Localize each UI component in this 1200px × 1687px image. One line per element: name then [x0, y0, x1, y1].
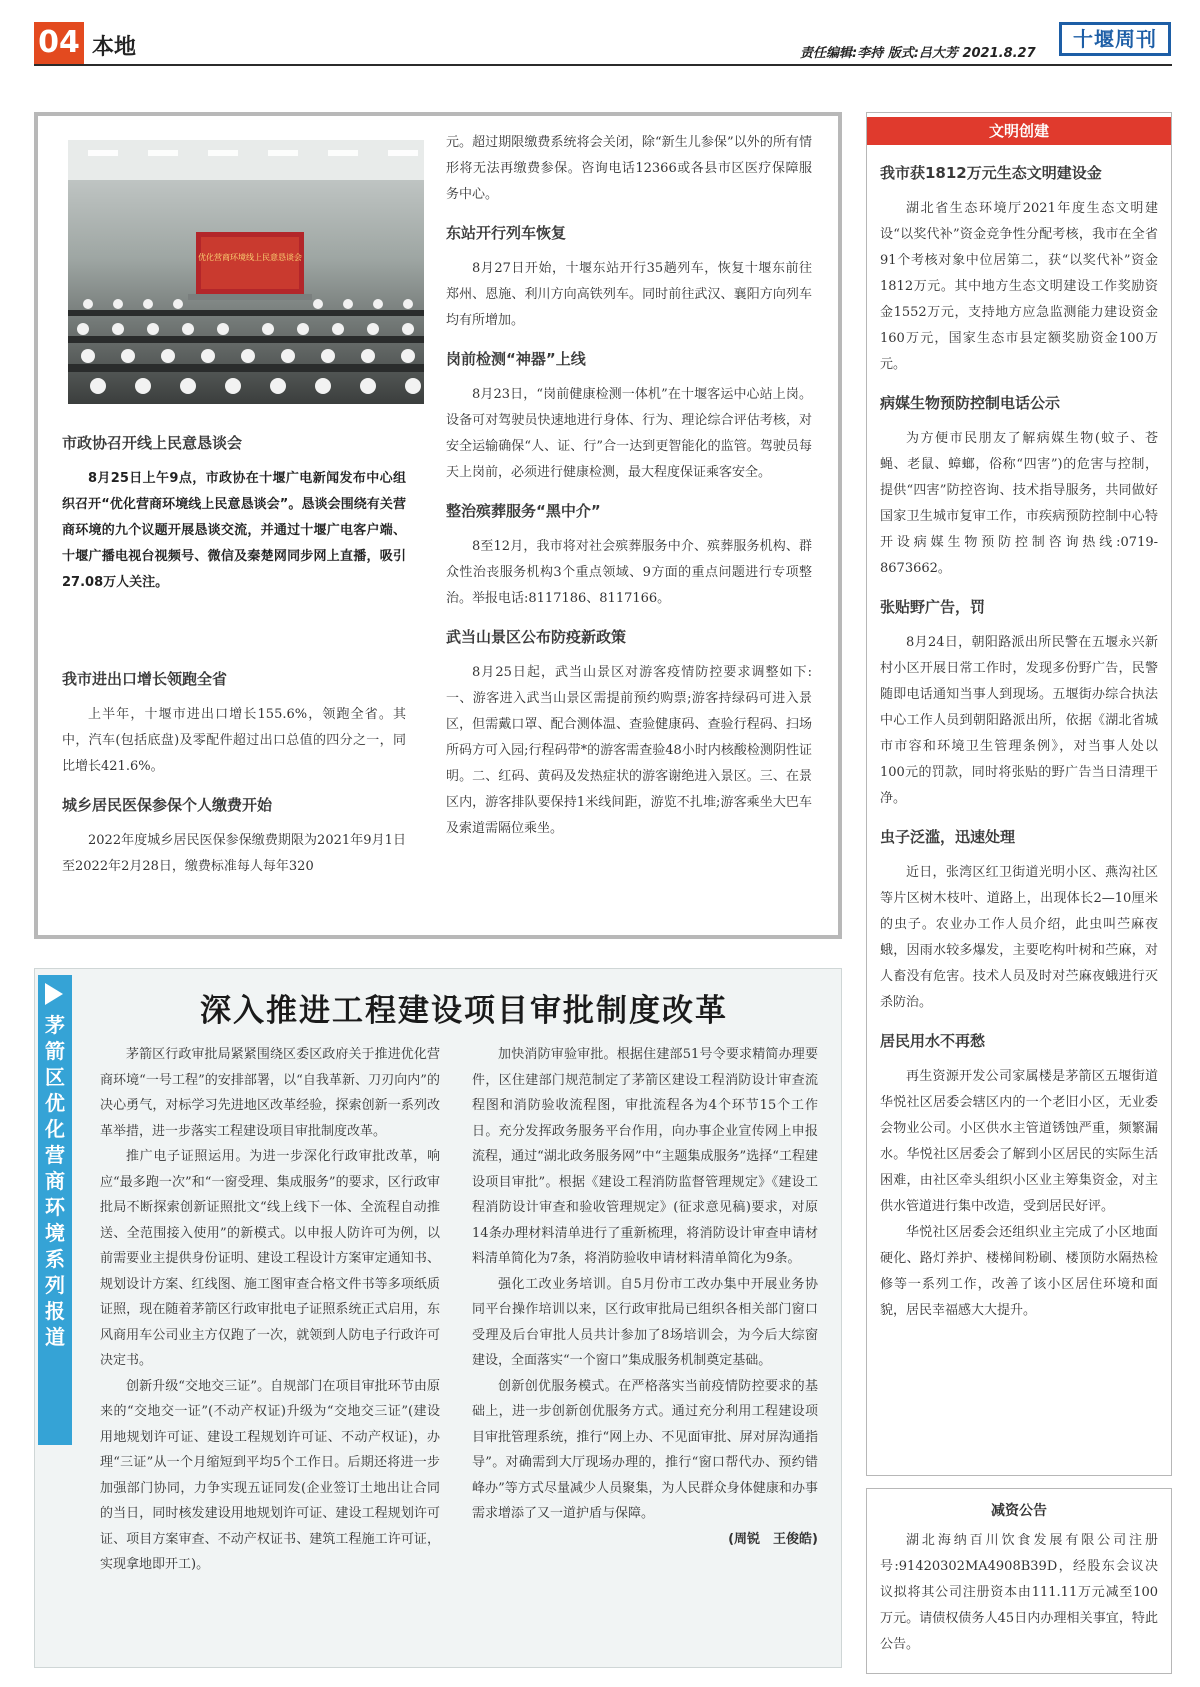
newspaper-brand: 十堰周刊	[1059, 22, 1171, 56]
photo-banner-text: 优化营商环境线上民意恳谈会	[198, 253, 302, 262]
feature-paragraph: 加快消防审验审批。根据住建部51号令要求精简办理要件，区住建部门规范制定了茅箭区建设工程消防设计审查流程图和消防验收流程图，审批流程各为4个环节15个工作日。充分发挥政务服务平台作用，向办事企业宣传网上申报流程，通过“湖北政务服务网”中“主题集成服务”选择“工程建设项目审批”。根据《建设工程消防监督管理规定》《建设工程消防设计审查和验收管理规定》(征求意见稿)要求，对原14条办理材料清单进行了重新梳理，将消防设计审查申请材料清单简化为7条，将消防验收申请材料清单简化为9条。	[472, 1047, 818, 1266]
story-title: 市政协召开线上民意恳谈会	[62, 434, 243, 452]
story-title: 岗前检测“神器”上线	[446, 350, 586, 368]
story-body: 8月23日，“岗前健康检测一体机”在十堰客运中心站上岗。设备可对驾驶员快速地进行身体、行为、理论综合评估考核，对安全运输确保“人、证、行”合一达到更智能化的监管。驾驶员每天上岗前，必须进行健康检测，最大程度保证乘客安全。	[446, 387, 812, 480]
header-rule	[34, 64, 1172, 66]
editor-credits: 责任编辑:李持 版式:吕大芳 2021.8.27	[800, 46, 1036, 61]
feature-paragraph: 创新创优服务模式。在严格落实当前疫情防控要求的基础上，进一步创新创优服务方式。通过充分利用工程建设项目审批管理系统，推行“网上办、不见面审批、屏对屏沟通指导”。对确需到大厅现场办理的，推行“窗口帮代办、预约错峰办”等方式尽量减少人员聚集，为人民群众身体健康和办事需求增添了又一道护盾与保障。	[472, 1378, 818, 1521]
sidebar-story-title: 居民用水不再愁	[880, 1032, 986, 1050]
page-number: 04	[34, 22, 84, 64]
story-body: 2022年度城乡居民医保参保缴费期限为2021年9月1日至2022年2月28日，缴费标准每人每年320	[62, 833, 406, 874]
meeting-photo	[68, 140, 424, 404]
feature-left-column	[100, 1042, 440, 1578]
sidebar-story-title: 我市获1812万元生态文明建设金	[880, 164, 1102, 182]
sidebar-story-body: 湖北省生态环境厅2021年度生态文明建设“以奖代补”资金竞争性分配考核，我市在全省91个考核对象中位居第二，获“以奖代补”资金1812万元。其中地方生态文明建设工作奖励资金1552万元，支持地方应急监测能力建设资金160万元，国家生态市县定额奖励资金100万元。	[880, 201, 1158, 372]
story-title: 整治殡葬服务“黑中介”	[446, 502, 601, 520]
sidebar-story-body: 近日，张湾区红卫街道光明小区、燕沟社区等片区树木枝叶、道路上，出现体长2—10厘米的虫子。农业办工作人员介绍，此虫叫苎麻夜蛾，因雨水较多爆发，主要吃构叶树和苎麻，对人畜没有危害。技术人员及时对苎麻夜蛾进行灭杀防治。	[880, 865, 1158, 1010]
sidebar-bar-title: 文明创建	[867, 117, 1171, 145]
feature-headline: 深入推进工程建设项目审批制度改革	[200, 993, 728, 1029]
notice-column	[880, 1498, 1158, 1658]
sidebar-story-body: 为方便市民朋友了解病媒生物(蚊子、苍蝇、老鼠、蟑螂，俗称“四害”)的危害与控制，提供“四害”防控咨询、技术指导服务，共同做好国家卫生城市复审工作，市疾病预防控制中心特开设病媒生物预防控制咨询热线:0719-8673662。	[880, 431, 1158, 576]
sidebar-story-title: 虫子泛滥，迅速处理	[880, 828, 1016, 846]
sidebar-story-title: 病媒生物预防控制电话公示	[880, 394, 1061, 412]
story-body: 8至12月，我市将对社会殡葬服务中介、殡葬服务机构、群众性治丧服务机构3个重点领域、9方面的重点问题进行专项整治。举报电话:8117186、8117166。	[446, 539, 812, 606]
story-body: 8月27日开始，十堰东站开行35趟列车，恢复十堰东前往郑州、恩施、利川方向高铁列车。同时前往武汉、襄阳方向列车均有所增加。	[446, 261, 812, 328]
feature-byline: (周锐 王俊皓)	[728, 1531, 818, 1547]
notice-body: 湖北海纳百川饮食发展有限公司注册号:91420302MA4908B39D，经股东会议决议拟将其公司注册资本由111.11万元减至100万元。请债权债务人45日内办理相关事宜，特此公告。	[880, 1533, 1158, 1652]
top-right-column	[446, 130, 812, 842]
story-body: 8月25日起，武当山景区对游客疫情防控要求调整如下:一、游客进入武当山景区需提前预约购票;游客持绿码可进入景区，但需戴口罩、配合测体温、查验健康码、查验行程码、扫场所码方可入园;行程码带*的游客需查验48小时内核酸检测阴性证明。二、红码、黄码及发热症状的游客谢绝进入景区。三、在景区内，游客排队要保持1米线间距，游览不扎堆;游客乘坐大巴车及索道需隔位乘坐。	[446, 665, 812, 836]
story-lead: 8月25日上午9点，市政协在十堰广电新闻发布中心组织召开“优化营商环境线上民意恳谈会”。恳谈会围绕有关营商环境的九个议题开展恳谈交流，并通过十堰广电客户端、十堰广播电视台视频号、微信及秦楚网同步网上直播，吸引27.08万人关注。	[62, 471, 406, 590]
top-left-column	[62, 430, 406, 880]
sidebar-story-body: 8月24日，朝阳路派出所民警在五堰永兴新村小区开展日常工作时，发现多份野广告，民警随即电话通知当事人到现场。五堰街办综合执法中心工作人员到朝阳路派出所，依据《湖北省城市市容和环境卫生管理条例》，对当事人处以100元的罚款，同时将张贴的野广告当日清理干净。	[880, 635, 1158, 806]
feature-paragraph: 茅箭区行政审批局紧紧围绕区委区政府关于推进优化营商环境“一号工程”的安排部署，以“自我革新、刀刃向内”的决心勇气，对标学习先进地区改革经验，探索创新一系列改革举措，进一步落实工程建设项目审批制度改革。	[100, 1047, 440, 1139]
feature-right-column	[472, 1042, 818, 1552]
sidebar-column	[880, 160, 1158, 1324]
series-tab-label: 茅箭区优化营商环境系列报道	[45, 1013, 65, 1349]
feature-paragraph: 推广电子证照运用。为进一步深化行政审批改革，响应“最多跑一次”和“一窗受理、集成服务”的要求，区行政审批局不断探索创新证照批文“线上线下一体、全流程自动推送、全范围接入使用”的新模式。以申报人防许可为例，以前需要业主提供身份证明、建设工程设计方案审定通知书、规划设计方案、红线图、施工图审查合格文件书等多项纸质证照，现在随着茅箭区行政审批电子证照系统正式启用，东风商用车公司业主方仅跑了一次，就领到人防电子行政许可决定书。	[100, 1149, 440, 1368]
story-title: 城乡居民医保参保个人缴费开始	[62, 796, 273, 814]
section-name: 本地	[92, 35, 137, 60]
feature-paragraph: 强化工改业务培训。自5月份市工改办集中开展业务协同平台操作培训以来，区行政审批局已组织各相关部门窗口受理及后台审批人员共计参加了8场培训会，为今后大综窗建设，全面落实“一个窗口”集成服务机制奠定基础。	[472, 1276, 818, 1368]
play-triangle-icon	[45, 983, 63, 1005]
meeting-photo-illustration	[68, 140, 424, 404]
sidebar-story-body: 华悦社区居委会还组织业主完成了小区地面硬化、路灯养护、楼梯间粉刷、楼顶防水隔热检修等一系列工作，改善了该小区居住环境和面貌，居民幸福感大大提升。	[880, 1225, 1158, 1318]
feature-paragraph: 创新升级“交地交三证”。自规部门在项目审批环节由原来的“交地交一证”(不动产权证)升级为“交地交三证”(建设用地规划许可证、建设工程规划许可证、不动产权证)，办理“三证”从一个月缩短到平均5个工作日。后期还将进一步加强部门协同，力争实现五证同发(企业签订土地出让合同的当日，同时核发建设用地规划许可证、建设工程规划许可证、项目方案审查、不动产权证书、建筑工程施工许可证，实现拿地即开工)。	[100, 1378, 440, 1572]
story-title: 东站开行列车恢复	[446, 224, 567, 242]
sidebar-story-body: 再生资源开发公司家属楼是茅箭区五堰街道华悦社区居委会辖区内的一个老旧小区，无业委会物业公司。小区供水主管道锈蚀严重，频繁漏水。华悦社区居委会了解到小区居民的实际生活困难，由社区牵头组织小区业主筹集资金，对主供水管道进行集中改造，受到居民好评。	[880, 1069, 1158, 1214]
story-continuation: 元。超过期限缴费系统将会关闭，除“新生儿参保”以外的所有情形将无法再缴费参保。咨询电话12366或各县市区医疗保障服务中心。	[446, 135, 812, 202]
notice-title: 减资公告	[991, 1503, 1047, 1519]
story-title: 我市进出口增长领跑全省	[62, 670, 228, 688]
sidebar-story-title: 张贴野广告，罚	[880, 598, 986, 616]
story-title: 武当山景区公布防疫新政策	[446, 628, 627, 646]
story-body: 上半年，十堰市进出口增长155.6%，领跑全省。其中，汽车(包括底盘)及零配件超过出口总值的四分之一，同比增长421.6%。	[62, 707, 406, 774]
